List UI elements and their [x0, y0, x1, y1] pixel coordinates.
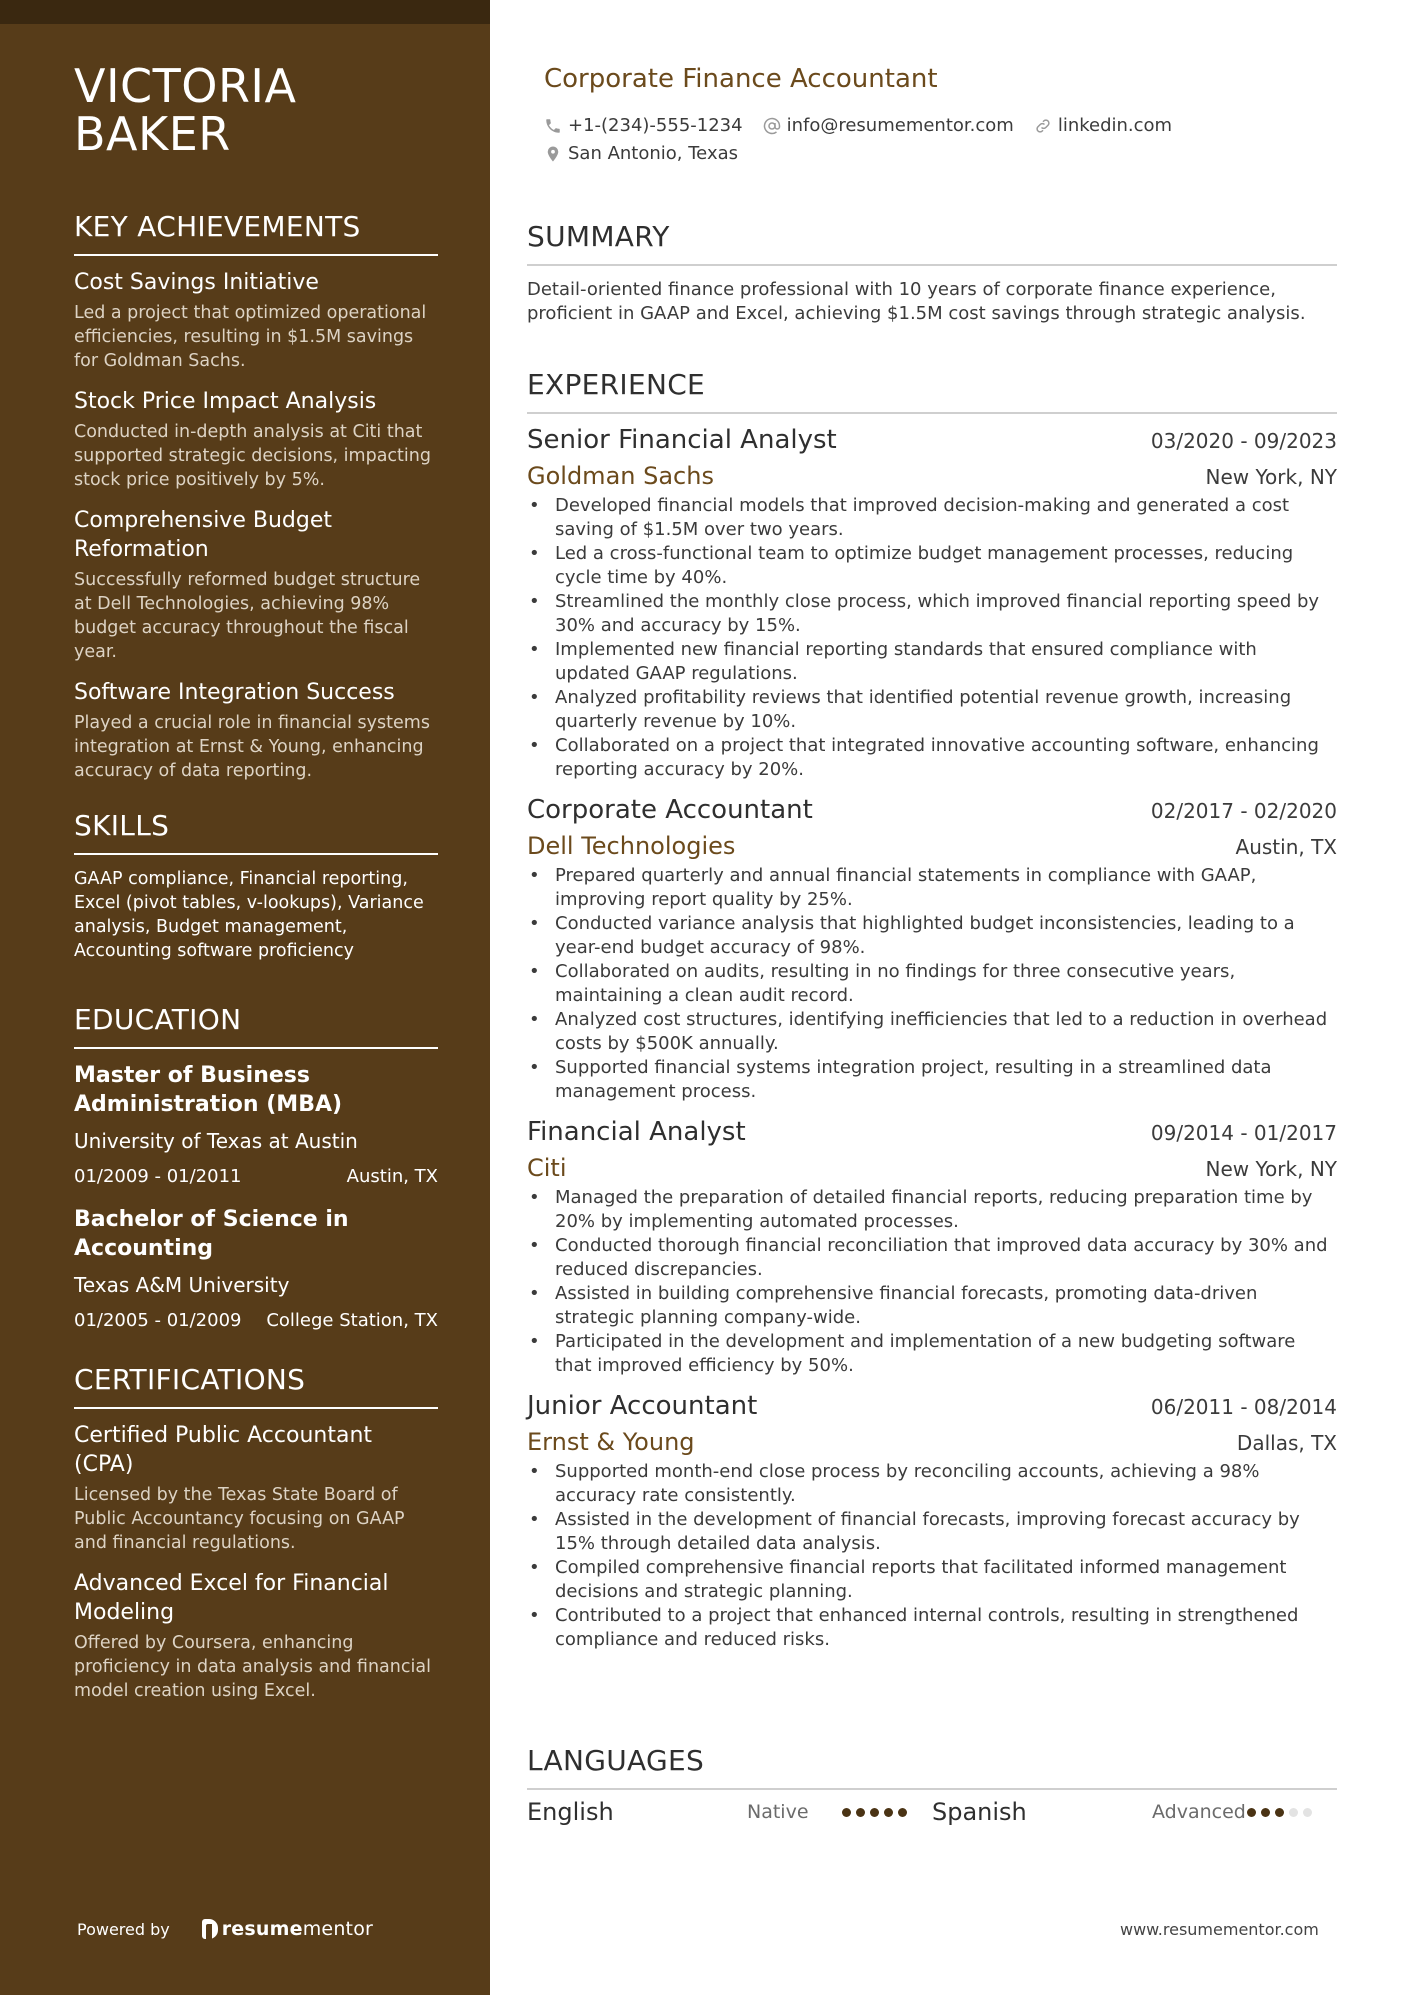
achievement-title: Cost Savings Initiative: [74, 270, 319, 295]
brand-logo[interactable]: [202, 1918, 373, 1940]
education-heading: EDUCATION: [74, 1003, 438, 1049]
achievement-desc: Played a crucial role in financial systems integration at Ernst & Young, enhancing accuracy of data reporting.: [74, 713, 430, 781]
language-name: English: [527, 1798, 614, 1826]
skills-text: GAAP compliance, Financial reporting, Excel (pivot tables, v-lookups), Variance analysis, Budget management, Accounting software proficiency: [74, 869, 424, 961]
education-location: Austin, TX: [346, 1166, 438, 1187]
achievement-desc: Successfully reformed budget structure at Dell Technologies, achieving 98% budget accuracy throughout the fiscal year.: [74, 570, 421, 662]
job-bullet: • Supported financial systems integration project, resulting in a streamlined data management process.: [527, 1056, 1337, 1104]
map-pin-icon: [544, 145, 562, 163]
education-location: College Station, TX: [266, 1310, 438, 1331]
rating-dot: [870, 1808, 879, 1817]
job-company: Citi: [527, 1154, 567, 1182]
achievements-list: [74, 268, 438, 783]
achievement-item: [74, 678, 438, 783]
job-bullet: • Prepared quarterly and annual financial statements in compliance with GAAP, improving report quality by 25%.: [527, 864, 1337, 912]
rating-dot: [1261, 1808, 1270, 1817]
job-location: Dallas, TX: [1236, 1431, 1337, 1455]
job-bullets: [527, 864, 1337, 1104]
rating-dot: [842, 1808, 851, 1817]
email-item[interactable]: [763, 112, 1014, 140]
contact-row-2: [544, 140, 1324, 168]
job-bullet: • Assisted in the development of financial forecasts, improving forecast accuracy by 15% through detailed data analysis.: [527, 1508, 1337, 1556]
achievements-section: [74, 210, 438, 783]
certification-title: Advanced Excel for Financial Modeling: [74, 1571, 389, 1625]
achievement-title: Stock Price Impact Analysis: [74, 389, 377, 414]
job-bullets: [527, 1186, 1337, 1378]
certification-title: Certified Public Accountant (CPA): [74, 1423, 373, 1477]
education-dates: 01/2009 - 01/2011: [74, 1166, 242, 1187]
sidebar-top-bar: [0, 0, 490, 24]
candidate-name: [74, 59, 438, 161]
skills-section: [74, 809, 438, 963]
language-level: Advanced: [1152, 1801, 1246, 1823]
skills-heading: SKILLS: [74, 809, 438, 855]
education-school: Texas A&M University: [74, 1273, 290, 1297]
education-degree: Bachelor of Science in Accounting: [74, 1207, 349, 1261]
powered-by: [77, 1918, 373, 1940]
location-item: [544, 140, 738, 168]
job-bullet: • Implemented new financial reporting standards that ensured compliance with updated GAAP regulations.: [527, 638, 1337, 686]
experience-subheader: [527, 1152, 1337, 1184]
education-meta: [74, 1165, 438, 1189]
rating-dot: [1275, 1808, 1284, 1817]
job-bullet: • Conducted variance analysis that highlighted budget inconsistencies, leading to a year-end budget accuracy of 98%.: [527, 912, 1337, 960]
education-item: [74, 1205, 438, 1333]
job-company: Dell Technologies: [527, 832, 736, 860]
certifications-section: [74, 1363, 438, 1703]
experience-subheader: [527, 830, 1337, 862]
rating-dot: [1247, 1808, 1256, 1817]
job-bullet: • Supported month-end close process by reconciling accounts, achieving a 98% accuracy rate consistently.: [527, 1460, 1337, 1508]
rating-dot: [856, 1808, 865, 1817]
job-bullet: • Analyzed cost structures, identifying inefficiencies that led to a reduction in overhead costs by $500K annually.: [527, 1008, 1337, 1056]
brand-bold: resume: [221, 1918, 303, 1940]
job-location: New York, NY: [1205, 465, 1337, 489]
job-location: Austin, TX: [1235, 835, 1337, 859]
phone-item[interactable]: [544, 112, 743, 140]
brand-light: mentor: [302, 1918, 374, 1940]
linkedin-item[interactable]: [1034, 112, 1172, 140]
job-bullet: • Managed the preparation of detailed financial reports, reducing preparation time by 20% by implementing automated processes.: [527, 1186, 1337, 1234]
job-company: Ernst & Young: [527, 1428, 695, 1456]
job-role: Junior Accountant: [527, 1391, 758, 1421]
job-bullet: • Collaborated on audits, resulting in no findings for three consecutive years, maintaining a clean audit record.: [527, 960, 1337, 1008]
experience-item: [527, 794, 1337, 1104]
languages-heading: LANGUAGES: [527, 1744, 1337, 1790]
achievement-item: [74, 506, 438, 664]
experience-header: [527, 794, 1337, 826]
education-section: [74, 1003, 438, 1333]
name-line-1: VICTORIA: [74, 59, 297, 113]
language-rating: [1247, 1808, 1317, 1817]
certification-item: [74, 1421, 438, 1555]
powered-by-label: Powered by: [77, 1919, 170, 1939]
summary-section: [527, 220, 1337, 326]
phone-icon: [544, 117, 562, 135]
linkedin-text: linkedin.com: [1057, 115, 1173, 136]
rating-dot: [1303, 1808, 1312, 1817]
job-bullet: • Collaborated on a project that integrated innovative accounting software, enhancing reporting accuracy by 20%.: [527, 734, 1337, 782]
job-bullets: [527, 1460, 1337, 1652]
certification-desc: Offered by Coursera, enhancing proficiency in data analysis and financial model creation using Excel.: [74, 1633, 431, 1701]
education-list: [74, 1061, 438, 1333]
language-level: Native: [747, 1801, 809, 1823]
summary-text: Detail-oriented finance professional with 10 years of corporate finance experience, proficient in GAAP and Excel, achieving $1.5M cost savings through strategic analysis.: [527, 279, 1306, 324]
achievements-heading: KEY ACHIEVEMENTS: [74, 210, 438, 256]
link-icon: [1034, 117, 1052, 135]
job-bullet: • Conducted thorough financial reconciliation that improved data accuracy by 30% and reduced discrepancies.: [527, 1234, 1337, 1282]
education-dates: 01/2005 - 01/2009: [74, 1310, 242, 1331]
job-role: Senior Financial Analyst: [527, 425, 837, 455]
job-dates: 06/2011 - 08/2014: [1150, 1395, 1337, 1419]
job-bullet: • Assisted in building comprehensive financial forecasts, promoting data-driven strategic planning company-wide.: [527, 1282, 1337, 1330]
sidebar: [0, 0, 490, 1995]
email-text: info@resumementor.com: [786, 115, 1014, 136]
phone-text: +1-(234)-555-1234: [568, 115, 743, 136]
certifications-heading: CERTIFICATIONS: [74, 1363, 438, 1409]
certification-desc: Licensed by the Texas State Board of Public Accountancy focusing on GAAP and financial regulations.: [74, 1485, 405, 1553]
experience-list: [527, 424, 1337, 1652]
experience-header: [527, 1390, 1337, 1422]
job-bullet: • Streamlined the monthly close process, which improved financial reporting speed by 30% and accuracy by 15%.: [527, 590, 1337, 638]
sidebar-content: [74, 59, 438, 1717]
achievement-title: Comprehensive Budget Reformation: [74, 508, 332, 562]
at-sign-icon: [763, 117, 781, 135]
contact-row-1: [544, 112, 1324, 140]
experience-header: [527, 424, 1337, 456]
language-item: [527, 1798, 932, 1826]
experience-subheader: [527, 1426, 1337, 1458]
education-school: University of Texas at Austin: [74, 1129, 358, 1153]
language-name: Spanish: [932, 1798, 1027, 1826]
job-role: Corporate Accountant: [527, 795, 813, 825]
job-bullet: • Compiled comprehensive financial reports that facilitated informed management decisions and strategic planning.: [527, 1556, 1337, 1604]
achievement-item: [74, 268, 438, 373]
job-dates: 09/2014 - 01/2017: [1150, 1121, 1337, 1145]
summary-heading: SUMMARY: [527, 220, 1337, 266]
job-bullet: • Participated in the development and implementation of a new budgeting software that improved efficiency by 50%.: [527, 1330, 1337, 1378]
experience-header: [527, 1116, 1337, 1148]
experience-item: [527, 424, 1337, 782]
languages-list: [527, 1798, 1337, 1826]
experience-item: [527, 1390, 1337, 1652]
name-line-2: BAKER: [74, 107, 231, 161]
job-dates: 03/2020 - 09/2023: [1150, 429, 1337, 453]
education-degree: Master of Business Administration (MBA): [74, 1063, 343, 1117]
job-bullet: • Led a cross-functional team to optimize budget management processes, reducing cycle time by 40%.: [527, 542, 1337, 590]
achievement-title: Software Integration Success: [74, 680, 395, 705]
education-meta: [74, 1309, 438, 1333]
job-bullet: • Analyzed profitability reviews that identified potential revenue growth, increasing quarterly revenue by 10%.: [527, 686, 1337, 734]
experience-item: [527, 1116, 1337, 1378]
achievement-desc: Conducted in-depth analysis at Citi that supported strategic decisions, impacting stock price positively by 5%.: [74, 422, 431, 490]
resumementor-logo-icon: [202, 1919, 218, 1939]
experience-section: [527, 368, 1337, 1652]
job-bullet: • Contributed to a project that enhanced internal controls, resulting in strengthened compliance and reduced risks.: [527, 1604, 1337, 1652]
website-footer[interactable]: www.resumementor.com: [1120, 1920, 1319, 1939]
certification-item: [74, 1569, 438, 1703]
experience-heading: EXPERIENCE: [527, 368, 1337, 414]
education-item: [74, 1061, 438, 1189]
contact-info: [544, 112, 1324, 168]
job-title: Corporate Finance Accountant: [544, 64, 938, 94]
certifications-list: [74, 1421, 438, 1703]
language-item: [932, 1798, 1337, 1826]
achievement-desc: Led a project that optimized operational efficiencies, resulting in $1.5M savings for Goldman Sachs.: [74, 303, 427, 371]
achievement-item: [74, 387, 438, 492]
job-role: Financial Analyst: [527, 1117, 746, 1147]
job-bullets: [527, 494, 1337, 782]
job-location: New York, NY: [1205, 1157, 1337, 1181]
job-dates: 02/2017 - 02/2020: [1150, 799, 1337, 823]
experience-subheader: [527, 460, 1337, 492]
language-rating: [842, 1808, 912, 1817]
languages-section: [527, 1744, 1337, 1826]
rating-dot: [884, 1808, 893, 1817]
job-company: Goldman Sachs: [527, 462, 714, 490]
job-bullet: • Developed financial models that improved decision-making and generated a cost saving of $1.5M over two years.: [527, 494, 1337, 542]
rating-dot: [1289, 1808, 1298, 1817]
location-text: San Antonio, Texas: [568, 143, 738, 164]
rating-dot: [898, 1808, 907, 1817]
